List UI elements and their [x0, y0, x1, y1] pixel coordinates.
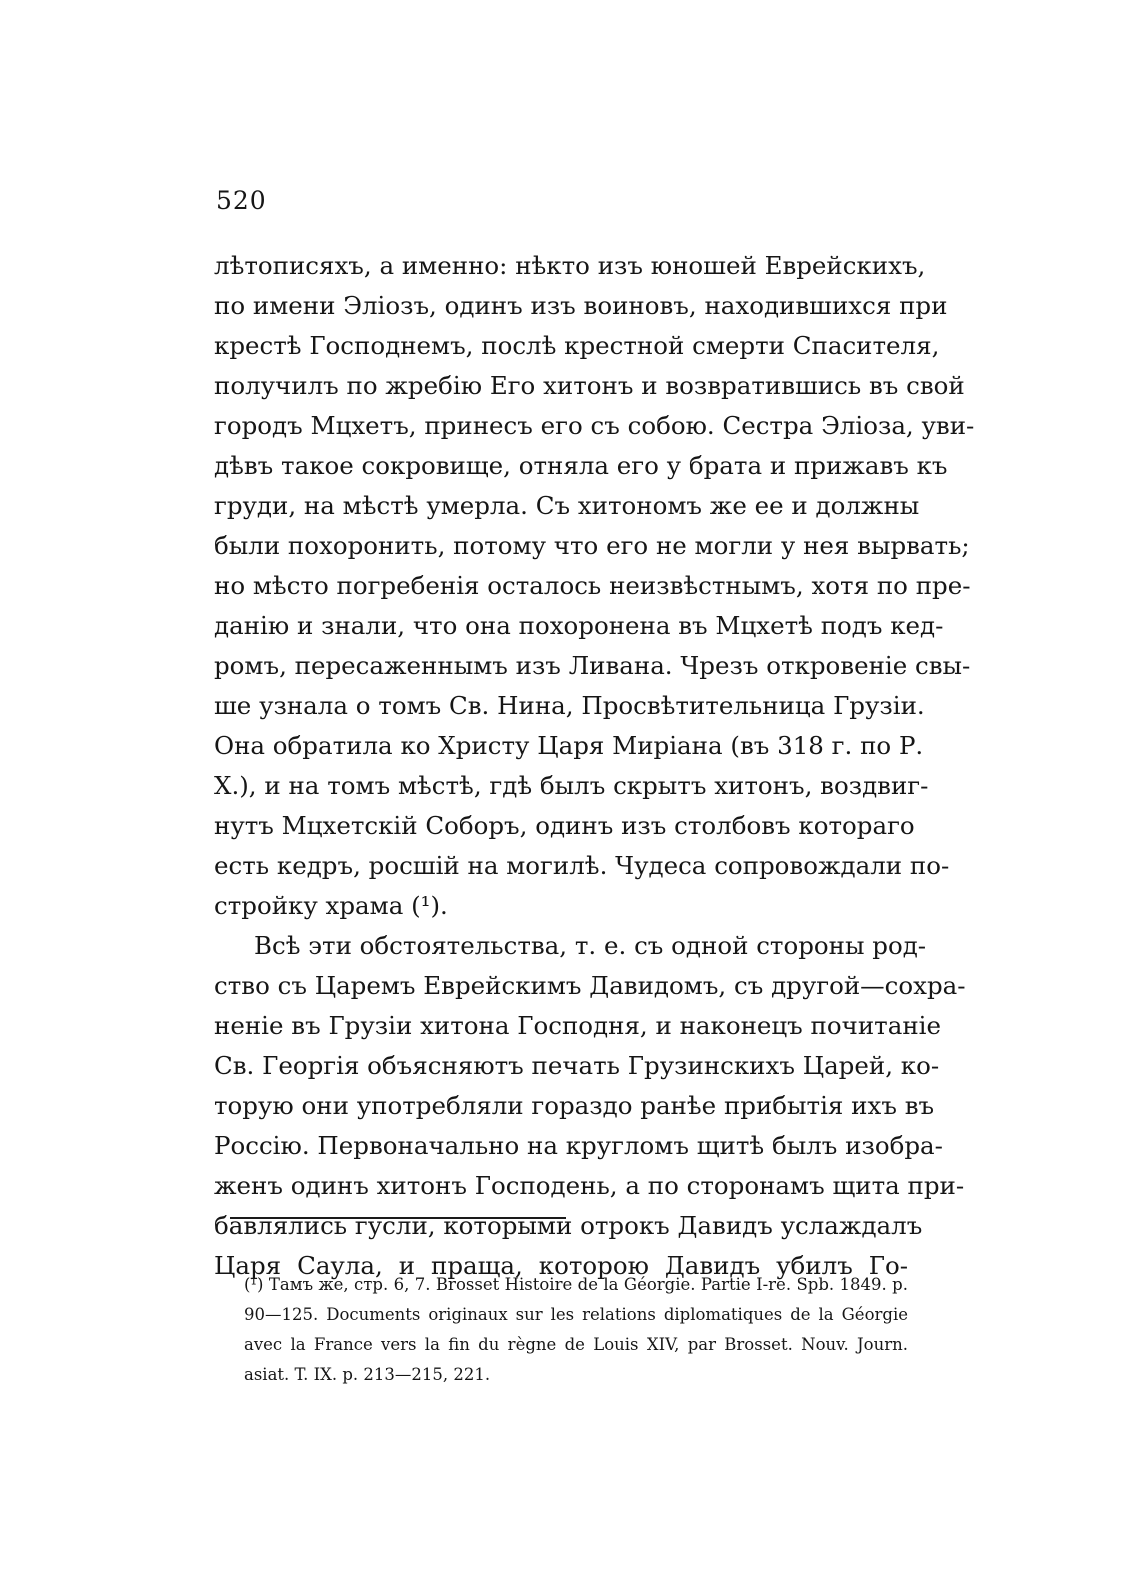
text-line: городъ Мцхетъ, принесъ его съ собою. Сестра Элiоза, уви- — [214, 411, 975, 440]
text-line: ше узнала о томъ Св. Нина, Просвѣтительница Грузiи. — [214, 691, 925, 720]
text-line: по имени Элiозъ, одинъ изъ воиновъ, находившихся при — [214, 291, 948, 320]
text-line: но мѣсто погребенiя осталось неизвѣстнымъ, хотя по пре- — [214, 571, 971, 600]
footnotes — [244, 1270, 908, 1390]
text-line: были похоронить, потому что его не могли у нея вырвать; — [214, 531, 970, 560]
text-line: данiю и знали, что она похоронена въ Мцхетѣ подъ кед- — [214, 611, 944, 640]
text-line: ненiе въ Грузiи хитона Господня, и наконецъ почитанiе — [214, 1011, 941, 1040]
text-line: груди, на мѣстѣ умерла. Съ хитономъ же ее и должны — [214, 491, 920, 520]
text-line: женъ одинъ хитонъ Господень, а по сторонамъ щита при- — [214, 1171, 965, 1200]
text-line: X.), и на томъ мѣстѣ, гдѣ былъ скрытъ хитонъ, воздвиг- — [214, 771, 929, 800]
text-line: Царя Саула, и праща, которою Давидъ убилъ Го- — [214, 1251, 908, 1280]
footnote-line: avec la France vers la fin du règne de Louis XIV, par Brosset. Nouv. Journ. — [244, 1335, 908, 1354]
text-line: крестѣ Господнемъ, послѣ крестной смерти Спасителя, — [214, 331, 940, 360]
text-line: дѣвъ такое сокровище, отняла его у брата и прижавъ къ — [214, 451, 948, 480]
body-text — [214, 246, 975, 1286]
text-line: есть кедръ, росшiй на могилѣ. Чудеса сопровождали по- — [214, 851, 950, 880]
footnote-rule — [230, 1217, 566, 1219]
text-line: ромъ, пересаженнымъ изъ Ливана. Чрезъ откровенiе свы- — [214, 651, 971, 680]
text-line: бавлялись гусли, которыми отрокъ Давидъ услаждалъ — [214, 1211, 923, 1240]
text-line: получилъ по жребiю Его хитонъ и возвратившись въ свой — [214, 371, 965, 400]
text-line: ство съ Царемъ Еврейскимъ Давидомъ, съ другой—сохра- — [214, 971, 966, 1000]
text-line: Св. Георгiя объясняютъ печать Грузинскихъ Царей, ко- — [214, 1051, 940, 1080]
text-line: нутъ Мцхетскiй Соборъ, одинъ изъ столбовъ котораго — [214, 811, 915, 840]
text-line: торую они употребляли гораздо ранѣе прибытiя ихъ въ — [214, 1091, 935, 1120]
text-line: лѣтописяхъ, а именно: нѣкто изъ юношей Еврейскихъ, — [214, 251, 926, 280]
text-line: стройку храма (¹). — [214, 891, 448, 920]
text-line: Россiю. Первоначально на кругломъ щитѣ былъ изобра- — [214, 1131, 943, 1160]
footnote-line: (¹) Тамъ же, стр. 6, 7. Brosset Histoire de la Géorgie. Partie I-re. Spb. 1849. p. — [244, 1275, 908, 1294]
paragraph-start-line: Всѣ эти обстоятельства, т. е. съ одной стороны род- — [254, 931, 927, 960]
page-number: 520 — [216, 186, 267, 215]
footnote-line: asiat. T. IX. p. 213—215, 221. — [244, 1365, 491, 1384]
text-line: Она обратила ко Христу Царя Мирiана (въ 318 г. по Р. — [214, 731, 924, 760]
footnote-line: 90—125. Documents originaux sur les relations diplomatiques de la Géorgie — [244, 1305, 908, 1324]
